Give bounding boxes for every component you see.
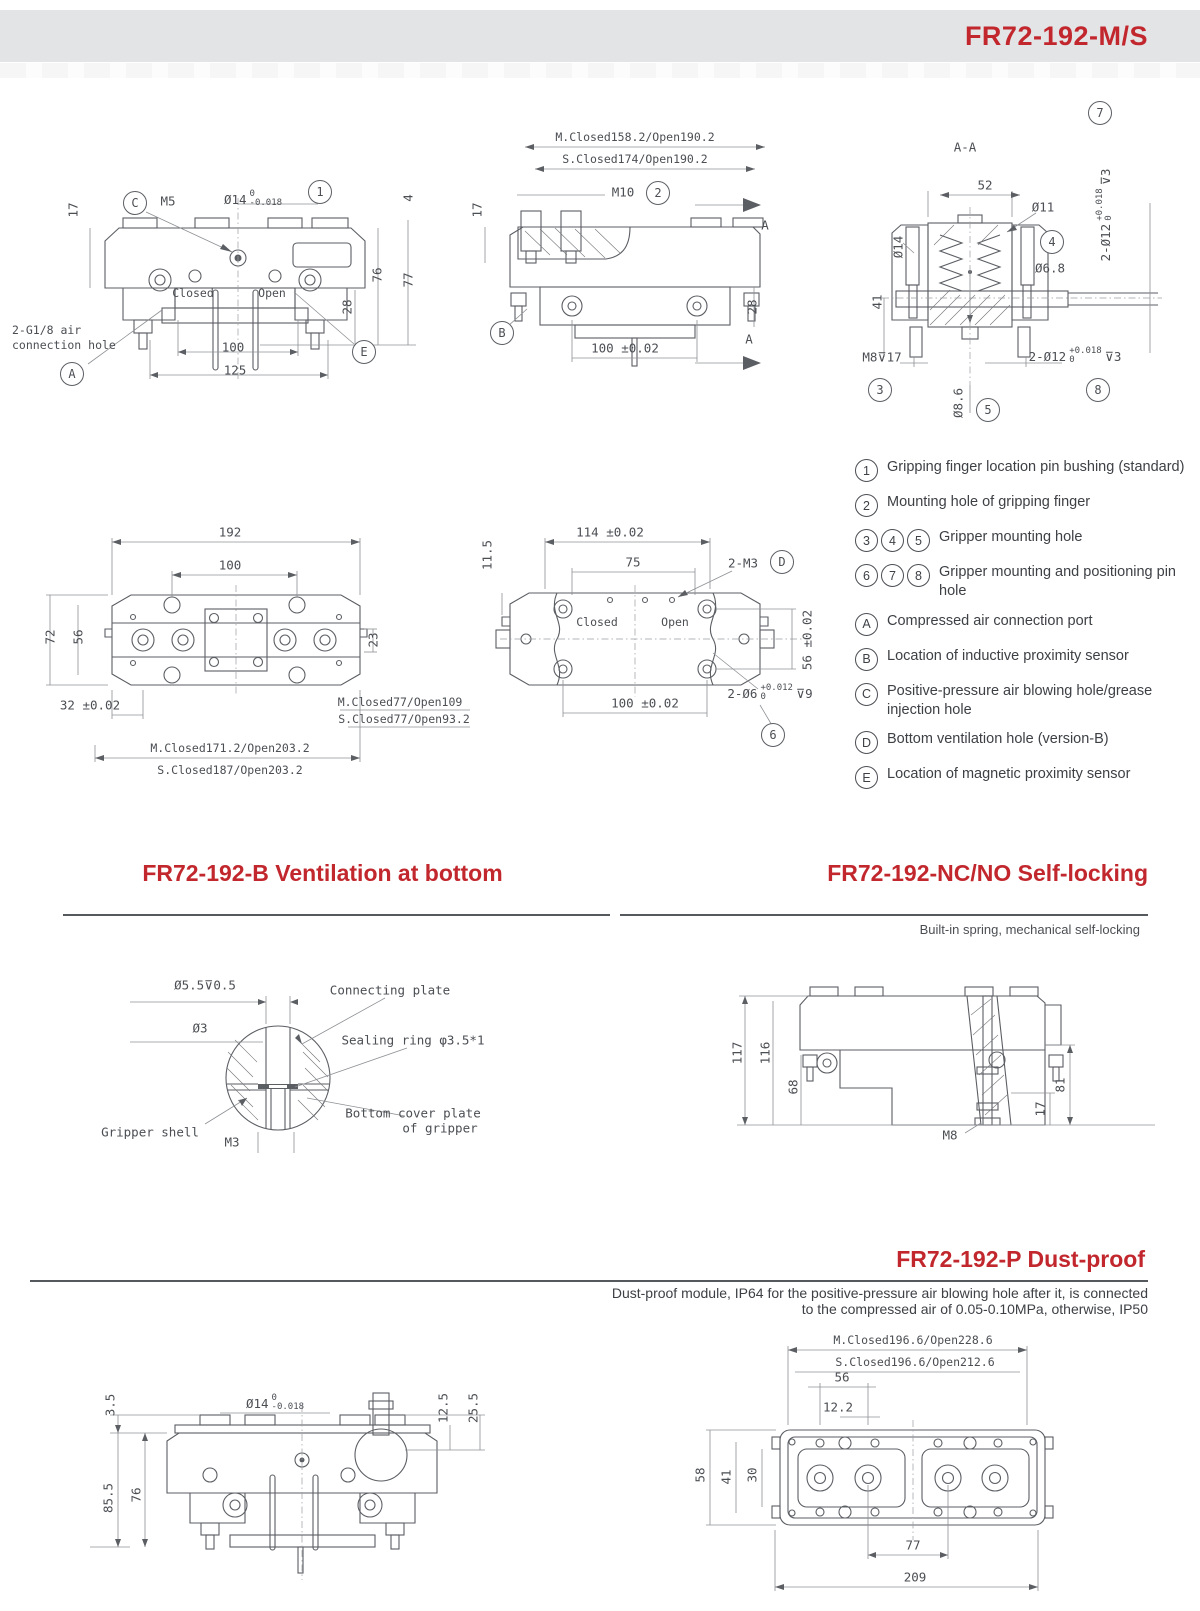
dim-100: 100 [218, 557, 242, 573]
dim-4: 4 [400, 194, 416, 202]
dim-dia14: Ø14 0 -0.018 [245, 1393, 305, 1412]
dim-77: 77 [400, 272, 416, 288]
aa-lineart [810, 95, 1200, 425]
dim-s-bottom: S.Closed187/Open203.2 [157, 763, 303, 777]
balloon-3: 3 [868, 378, 892, 402]
dim-dia11: Ø11 [1031, 199, 1055, 215]
drawing-bottom-view [460, 505, 850, 765]
dim-m-right: M.Closed77/Open109 [337, 695, 463, 709]
legend-item-text: Compressed air connection port [887, 612, 1093, 629]
section-subtitle-selflock: Built-in spring, mechanical self-locking [919, 922, 1140, 937]
dim-2xdia12-bottom: 2-Ø12 +0.018 0 ⊽3 [1028, 346, 1122, 365]
dim-s-right: S.Closed77/Open93.2 [338, 712, 470, 726]
label-bottom-cover-2: of gripper [402, 1120, 478, 1136]
dim-m10: M10 [611, 184, 635, 200]
vent-detail-body [226, 1026, 330, 1130]
section-title-aa: A-A [953, 139, 977, 155]
selflock-lineart [715, 975, 1175, 1145]
legend-badge: E [855, 766, 878, 789]
dim-58: 58 [692, 1467, 708, 1483]
legend-item-text: Gripper mounting hole [939, 529, 1083, 545]
legend-badge: 1 [855, 459, 878, 482]
drawing-selflock-view [715, 975, 1175, 1145]
dim-117: 117 [729, 1041, 745, 1065]
dim-56: 56 ±0.02 [799, 609, 815, 671]
label-bottom-cover-1: Bottom cover plate [345, 1105, 481, 1121]
drawing-front-view [10, 140, 460, 400]
label-open: Open [661, 615, 689, 629]
section-arrow-a-top: A [761, 217, 769, 233]
dim-41: 41 [869, 294, 885, 310]
rule-selflock [620, 914, 1148, 916]
bottom-view-lineart [460, 505, 850, 765]
dim-85-5: 85.5 [100, 1482, 116, 1514]
dim-72: 72 [42, 629, 58, 645]
dim-11-5: 11.5 [479, 539, 495, 571]
legend-item [855, 493, 1187, 517]
dim-s-travel: S.Closed174/Open190.2 [562, 152, 708, 166]
legend-item [855, 647, 1187, 671]
balloon-7: 7 [1088, 101, 1112, 125]
side-hatch [525, 228, 620, 258]
legend-badges [855, 682, 878, 706]
balloon-1: 1 [308, 180, 332, 204]
legend-badge: 5 [907, 529, 930, 552]
legend-item-text: Mounting hole of gripping finger [887, 494, 1091, 510]
legend-item [855, 563, 1187, 601]
dim-m-travel: M.Closed158.2/Open190.2 [555, 130, 715, 144]
section-arrow-a-bottom: A [745, 331, 753, 347]
dim-56: 56 [834, 1369, 850, 1385]
dia14-value: Ø14 [223, 191, 247, 207]
dim-2m3: 2-M3 [727, 555, 759, 571]
dim-41: 41 [718, 1469, 734, 1485]
balloon-5: 5 [976, 398, 1000, 422]
dim-76: 76 [369, 267, 385, 283]
dim-192: 192 [218, 524, 242, 540]
legend-badges [855, 612, 878, 636]
legend-badges [855, 730, 878, 754]
dustproof-note-line2: to the compressed air of 0.05-0.10MPa, otherwise, IP50 [801, 1301, 1148, 1317]
dim-3-5: 3.5 [102, 1393, 118, 1417]
dim-dia8-6: Ø8.6 [950, 387, 966, 419]
legend-badges [855, 647, 878, 671]
dim-209: 209 [903, 1569, 927, 1585]
dim-m-travel: M.Closed196.6/Open228.6 [833, 1333, 993, 1347]
top-view-dim-lines [46, 538, 470, 762]
dim-68: 68 [785, 1079, 801, 1095]
aa-body [892, 215, 1158, 357]
rule-ventilation [63, 914, 610, 916]
dim-25-5: 25.5 [465, 1392, 481, 1424]
top-view-lineart [30, 505, 470, 780]
balloon-e: E [352, 340, 376, 364]
label-closed: Closed [576, 615, 618, 629]
legend-item [855, 612, 1187, 636]
legend-item-text: Location of magnetic proximity sensor [887, 766, 1131, 783]
legend-badges [855, 458, 878, 482]
legend-badges [855, 765, 878, 789]
dim-114: 114 ±0.02 [576, 524, 644, 540]
dim-17: 17 [469, 202, 485, 218]
legend-item [855, 528, 1187, 552]
dust-bottom-body [772, 1430, 1053, 1525]
page-title: FR72-192-M/S [964, 21, 1148, 51]
dim-12-2: 12.2 [822, 1399, 854, 1415]
dim-dia5-5: Ø5.5⊽0.5 [174, 977, 236, 993]
balloon-4: 4 [1040, 230, 1064, 254]
dim-52: 52 [977, 177, 993, 193]
legend-item [855, 458, 1187, 482]
dim-17: 17 [1032, 1101, 1048, 1117]
side-dim-lines [485, 147, 765, 363]
dim-m3: M3 [224, 1134, 240, 1150]
balloon-c: C [123, 191, 147, 215]
dim-116: 116 [757, 1041, 773, 1065]
balloon-6: 6 [761, 723, 785, 747]
rule-dustproof [30, 1280, 1148, 1282]
balloon-2: 2 [646, 181, 670, 205]
drawing-top-view [30, 505, 470, 780]
selflock-body [800, 987, 1063, 1125]
balloon-d: D [770, 550, 794, 574]
legend-item-text: Gripper mounting and positioning pin hole [939, 564, 1176, 599]
section-title-ventilation: FR72-192-B Ventilation at bottom [142, 860, 503, 886]
drawing-side-view [455, 115, 785, 390]
drawing-section-aa [810, 95, 1200, 425]
dim-100: 100 ±0.02 [591, 340, 659, 356]
legend-item [855, 765, 1187, 789]
legend-item [855, 730, 1187, 754]
drawing-vent-detail [95, 940, 495, 1155]
air-note-line1: 2-G1/8 air [12, 323, 82, 337]
watermark-strip [0, 63, 1200, 78]
dim-28: 28 [339, 299, 355, 315]
legend-badge: 6 [855, 564, 878, 587]
legend-item [855, 682, 1187, 720]
drawing-dust-bottom [680, 1325, 1160, 1611]
dim-m5: M5 [160, 193, 176, 209]
dim-dia14 [224, 190, 282, 208]
legend-item-text: Positive-pressure air blowing hole/grease injection hole [887, 682, 1153, 718]
dim-m8-depth17: M8⊽17 [862, 349, 902, 365]
dim-125: 125 [223, 362, 247, 378]
legend-badge: C [855, 683, 878, 706]
dim-28: 28 [744, 299, 760, 315]
dim-2xdia6: 2-Ø6 +0.012 0 ⊽9 [727, 683, 813, 702]
dim-17: 17 [65, 202, 81, 218]
balloon-b: B [490, 321, 514, 345]
label-gripper-shell: Gripper shell [101, 1124, 199, 1140]
legend-badge: D [855, 731, 878, 754]
dim-77: 77 [905, 1537, 921, 1553]
dim-23: 23 [365, 632, 381, 648]
vent-detail-hatch [227, 1040, 328, 1120]
dim-56: 56 [70, 629, 86, 645]
dim-32: 32 ±0.02 [59, 697, 121, 713]
label-sealing-ring: Sealing ring φ3.5*1 [341, 1032, 485, 1048]
dim-100: 100 [221, 339, 245, 355]
dim-76: 76 [128, 1487, 144, 1503]
dim-75: 75 [625, 554, 641, 570]
dim-m8: M8 [942, 1127, 958, 1143]
dim-dia6-8: Ø6.8 [1034, 260, 1066, 276]
label-open: Open [258, 286, 286, 300]
legend-list [855, 458, 1187, 800]
dim-12-5: 12.5 [435, 1392, 451, 1424]
legend-badges [855, 528, 930, 552]
legend-item-text: Location of inductive proximity sensor [887, 647, 1129, 664]
dim-dia3: Ø3 [192, 1020, 208, 1036]
drawing-dust-side [70, 1355, 510, 1611]
balloon-a: A [60, 362, 84, 386]
legend-badges [855, 493, 878, 517]
legend-badge: 3 [855, 529, 878, 552]
dustproof-note-line1: Dust-proof module, IP64 for the positive-pressure air blowing hole after it, is connected [611, 1285, 1148, 1301]
legend-badge: 2 [855, 494, 878, 517]
label-connecting-plate: Connecting plate [329, 982, 451, 998]
section-title-selflock: FR72-192-NC/NO Self-locking [827, 860, 1148, 886]
dim-30: 30 [744, 1467, 760, 1483]
dim-m-bottom: M.Closed171.2/Open203.2 [150, 741, 310, 755]
legend-item-text: Bottom ventilation hole (version-B) [887, 731, 1109, 748]
dia14-tolerance: 0 -0.018 [249, 189, 283, 208]
dim-s-travel: S.Closed196.6/Open212.6 [835, 1355, 995, 1369]
label-closed: Closed [172, 286, 214, 300]
dim-100: 100 ±0.02 [611, 695, 679, 711]
dim-dia14: Ø14 [890, 235, 906, 259]
dim-81: 81 [1052, 1077, 1068, 1093]
legend-badges [855, 563, 930, 587]
legend-badge: B [855, 648, 878, 671]
legend-badge: 8 [907, 564, 930, 587]
dim-2xdia12-top: 2-Ø12 +0.018 0 ⊽3 [1095, 168, 1114, 262]
legend-badge: 7 [881, 564, 904, 587]
legend-badge: A [855, 613, 878, 636]
header-bar [0, 10, 1200, 62]
legend-badge: 4 [881, 529, 904, 552]
legend-item-text: Gripping finger location pin bushing (standard) [887, 459, 1185, 475]
section-title-dustproof: FR72-192-P Dust-proof [896, 1246, 1145, 1272]
front-view-lineart [10, 140, 460, 400]
air-note-line2: connection hole [12, 338, 116, 352]
balloon-8: 8 [1086, 378, 1110, 402]
